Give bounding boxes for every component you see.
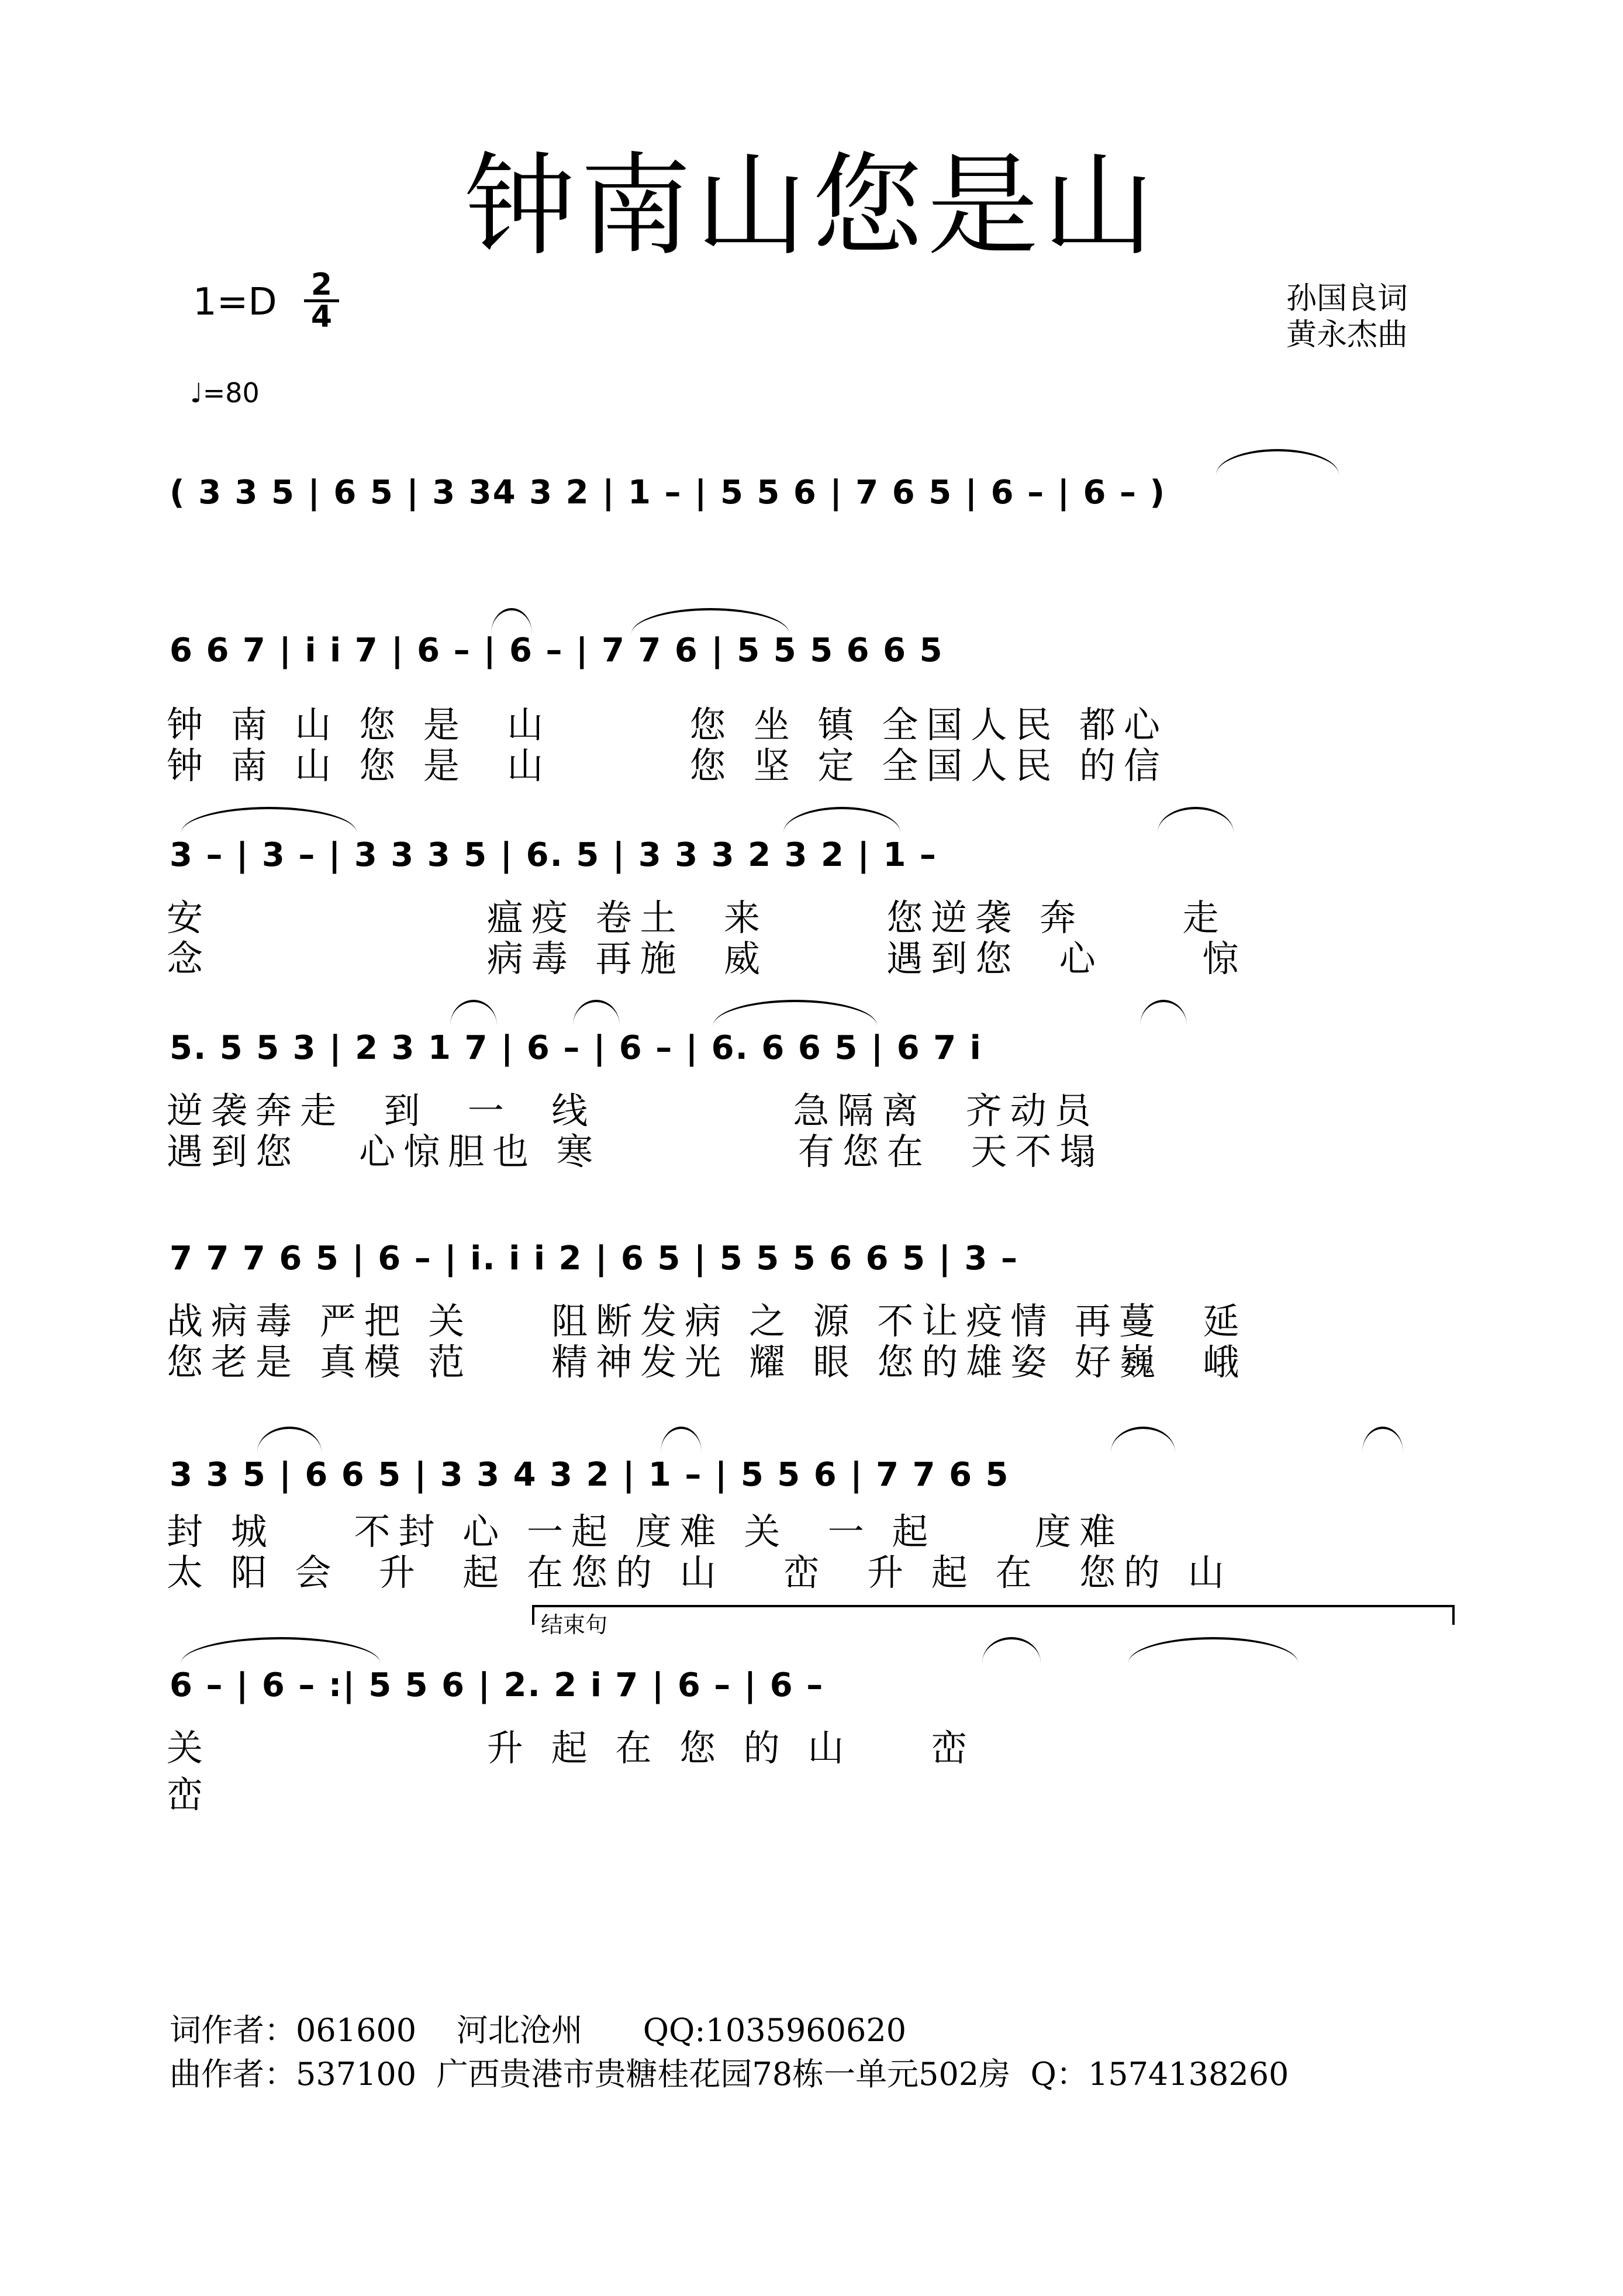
notation-row: ( 3 3 5 | 6 5 | 3 34 3 2 | 1 – | 5 5 6 | 7 6 5 | 6 – | 6 – ) [170,474,1166,512]
lyric-verse-1: 战病毒 严把 关 阻断发病 之 源 不让疫情 再蔓 延 [167,1300,1248,1342]
slur [491,608,532,634]
notation-row: 6 – | 6 – :| 5 5 6 | 2. 2 i 7 | 6 – | 6 – [170,1666,824,1704]
lyric-verse-1: 关 升 起 在 您 的 山 峦 [167,1727,976,1769]
tempo-marking: ♩=80 [190,377,260,409]
ending-label: 结束句 [541,1612,608,1638]
slur [573,1000,620,1026]
footer-composer-info: 曲作者：537100 广西贵港市贵糖桂花园78栋一单元502房 Q：1574138260 [170,2056,1289,2093]
lyric-verse-2: 峦 [167,1773,212,1816]
lyric-verse-2: 您老是 真模 范 精神发光 耀 眼 您的雄姿 好巍 峨 [167,1341,1248,1383]
notation-row: 5. 5 5 3 | 2 3 1 7 | 6 – | 6 – | 6. 6 6 5 | 6 7 i [170,1029,982,1067]
slur [181,807,357,833]
slur [1362,1427,1403,1452]
slur [450,1000,497,1026]
slur [982,1637,1041,1663]
footer-lyricist-info: 词作者：061600 河北沧州 QQ:1035960620 [170,2012,907,2049]
time-signature-bottom: 4 [310,299,333,334]
ending-bracket [532,1605,1455,1625]
lyric-verse-2: 太 阳 会 升 起 在您的 山 峦 升 起 在 您的 山 [167,1551,1232,1594]
lyric-verse-2: 钟 南 山 您 是 山 您 坚 定 全国人民 的信 [167,744,1169,787]
composer: 黄永杰曲 [1286,317,1408,353]
slur [1216,449,1339,475]
lyric-verse-1: 安 瘟疫 卷土 来 您逆袭 奔 走 [167,896,1227,939]
slur [181,1637,380,1663]
slur [1158,807,1234,833]
lyric-verse-2: 遇到您 心惊胆也 寒 有您在 天不塌 [167,1130,1104,1173]
credits [1286,281,1408,353]
slur [1111,1427,1175,1452]
notation-row: 7 7 7 6 5 | 6 – | i. i i 2 | 6 5 | 5 5 5 6 6 5 | 3 – [170,1240,1018,1278]
slur [783,807,900,833]
slur [631,608,789,634]
lyric-verse-1: 钟 南 山 您 是 山 您 坐 镇 全国人民 都心 [167,703,1169,746]
notation-row: 3 – | 3 – | 3 3 3 5 | 6. 5 | 3 3 3 2 3 2 | 1 – [170,836,937,874]
song-title: 钟南山您是山 [464,141,1159,271]
lyric-verse-1: 逆袭奔走 到 一 线 急隔离 齐动员 [167,1089,1099,1132]
lyric-verse-1: 封 城 不封 心 一起 度难 关 一 起 度难 [167,1510,1124,1553]
lyric-verse-2: 念 病毒 再施 威 遇到您 心 惊 [167,937,1247,980]
slur [661,1427,702,1452]
lyricist: 孙国良词 [1286,281,1408,316]
slur [1128,1637,1298,1663]
slur [1140,1000,1187,1026]
notation-row: 6 6 7 | i i 7 | 6 – | 6 – | 7 7 6 | 5 5 5 6 6 5 [170,631,944,669]
slur [713,1000,877,1026]
slur [257,1427,322,1452]
key-signature: 1=D [193,281,277,324]
time-signature [304,267,339,334]
time-signature-top: 2 [304,270,339,302]
notation-row: 3 3 5 | 6 6 5 | 3 3 4 3 2 | 1 – | 5 5 6 | 7 7 6 5 [170,1456,1010,1494]
